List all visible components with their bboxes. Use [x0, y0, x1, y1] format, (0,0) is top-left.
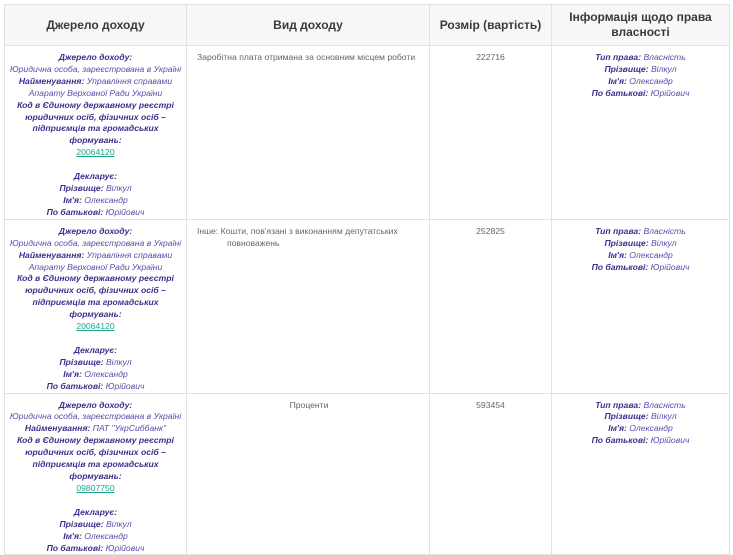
- source-name: ПАТ "УкрСиббанк": [92, 423, 167, 434]
- source-name: Управління справами: [86, 75, 173, 86]
- right-type-value: Власність: [643, 52, 686, 62]
- code-label-2: юридичних осіб, фізичних осіб –: [25, 447, 166, 458]
- income-kind: Інше: Кошти, пов'язані з виконанням депутатських: [197, 225, 398, 236]
- source-name-cont: Апарату Верховної Ради України: [28, 87, 163, 98]
- first-name-label: Ім'я:: [608, 75, 627, 86]
- name-label: Найменування:: [18, 75, 85, 86]
- income-table: [4, 4, 730, 555]
- first-name-label: Ім'я:: [608, 423, 627, 434]
- patronymic-label: По батькові:: [591, 435, 649, 446]
- first-name-value: Олександр: [84, 530, 128, 541]
- first-name-label: Ім'я:: [608, 249, 627, 260]
- declarant-label: Декларує:: [73, 171, 118, 182]
- first-name-value: Олександр: [629, 75, 673, 86]
- first-name-value: Олександр: [84, 194, 128, 205]
- patronymic-label: По батькові:: [46, 542, 104, 553]
- source-name: Управління справами: [86, 249, 173, 260]
- surname-label: Прізвище:: [604, 63, 649, 74]
- surname-label: Прізвище:: [604, 237, 649, 248]
- rights-cell: [552, 219, 730, 393]
- edrpou-code-link[interactable]: 20064120: [76, 147, 115, 158]
- source-name-cont: Апарату Верховної Ради України: [28, 261, 163, 272]
- table-row: [5, 393, 730, 555]
- surname-label: Прізвище:: [59, 356, 104, 367]
- code-label-2: юридичних осіб, фізичних осіб –: [25, 111, 166, 122]
- first-name-label: Ім'я:: [63, 530, 82, 541]
- amount-cell: [430, 219, 552, 393]
- surname-value: Вілкул: [650, 63, 677, 74]
- edrpou-code-link[interactable]: 09807750: [76, 482, 115, 493]
- source-cell: [5, 219, 187, 393]
- source-cell: [5, 393, 187, 555]
- surname-label: Прізвище:: [59, 518, 104, 529]
- patronymic-label: По батькові:: [591, 87, 649, 98]
- first-name-label: Ім'я:: [63, 194, 82, 205]
- first-name-value: Олександр: [629, 423, 673, 434]
- surname-value: Вілкул: [105, 518, 132, 529]
- right-type-label: Тип права:: [595, 225, 642, 236]
- patronymic-label: По батькові:: [46, 380, 104, 391]
- first-name-label: Ім'я:: [63, 368, 82, 379]
- income-amount: 252825: [476, 225, 505, 236]
- source-type: Юридична особа, зареєстрована в Україні: [9, 411, 182, 422]
- name-label: Найменування:: [24, 423, 91, 434]
- amount-cell: [430, 46, 552, 220]
- patronymic-value: Юрійович: [105, 380, 145, 391]
- right-type-value: Власність: [643, 399, 686, 410]
- code-label-1: Код в Єдиному державному реєстрі: [17, 273, 174, 284]
- first-name-value: Олександр: [629, 249, 673, 260]
- patronymic-value: Юрійович: [650, 435, 690, 446]
- kind-cell: [187, 46, 430, 220]
- table-row: [5, 46, 730, 220]
- surname-value: Вілкул: [650, 411, 677, 422]
- patronymic-label: По батькові:: [46, 206, 104, 217]
- rights-cell: [552, 46, 730, 220]
- patronymic-value: Юрійович: [105, 206, 145, 217]
- source-label: Джерело доходу:: [58, 52, 133, 62]
- code-label-1: Код в Єдиному державному реєстрі: [17, 435, 174, 446]
- header-rights: Інформація щодо права власності: [552, 5, 730, 46]
- header-amount: Розмір (вартість): [430, 5, 552, 46]
- source-label: Джерело доходу:: [58, 225, 133, 236]
- source-type: Юридична особа, зареєстрована в Україні: [9, 237, 182, 248]
- declarant-label: Декларує:: [73, 344, 118, 355]
- declarant-label: Декларує:: [73, 506, 118, 517]
- source-cell: [5, 46, 187, 220]
- patronymic-value: Юрійович: [105, 542, 145, 553]
- right-type-label: Тип права:: [595, 399, 642, 410]
- amount-cell: [430, 393, 552, 555]
- patronymic-label: По батькові:: [591, 261, 649, 272]
- surname-value: Вілкул: [105, 356, 132, 367]
- code-label-1: Код в Єдиному державному реєстрі: [17, 99, 174, 110]
- source-type: Юридична особа, зареєстрована в Україні: [9, 63, 182, 74]
- patronymic-value: Юрійович: [650, 87, 690, 98]
- right-type-value: Власність: [643, 225, 686, 236]
- source-label: Джерело доходу:: [58, 399, 133, 410]
- patronymic-value: Юрійович: [650, 261, 690, 272]
- code-label-2: юридичних осіб, фізичних осіб –: [25, 285, 166, 296]
- first-name-value: Олександр: [84, 368, 128, 379]
- kind-cell: [187, 393, 430, 555]
- surname-label: Прізвище:: [59, 183, 104, 194]
- income-kind-cont: повноважень: [227, 237, 280, 248]
- code-label-3: підприємців та громадських формувань:: [32, 459, 159, 481]
- right-type-label: Тип права:: [595, 52, 642, 62]
- header-source: Джерело доходу: [5, 5, 187, 46]
- income-kind: Проценти: [289, 399, 329, 410]
- kind-cell: [187, 219, 430, 393]
- table-row: [5, 219, 730, 393]
- edrpou-code-link[interactable]: 20064120: [76, 321, 115, 332]
- surname-label: Прізвище:: [604, 411, 649, 422]
- income-amount: 593454: [476, 399, 505, 410]
- header-kind: Вид доходу: [187, 5, 430, 46]
- income-kind: Заробітна плата отримана за основним місцем роботи: [197, 52, 416, 62]
- rights-cell: [552, 393, 730, 555]
- table-header-row: [5, 5, 730, 46]
- code-label-3: підприємців та громадських формувань:: [32, 297, 159, 320]
- income-amount: 222716: [476, 52, 505, 62]
- code-label-3: підприємців та громадських формувань:: [32, 123, 159, 146]
- surname-value: Вілкул: [650, 237, 677, 248]
- name-label: Найменування:: [18, 249, 85, 260]
- surname-value: Вілкул: [105, 183, 132, 194]
